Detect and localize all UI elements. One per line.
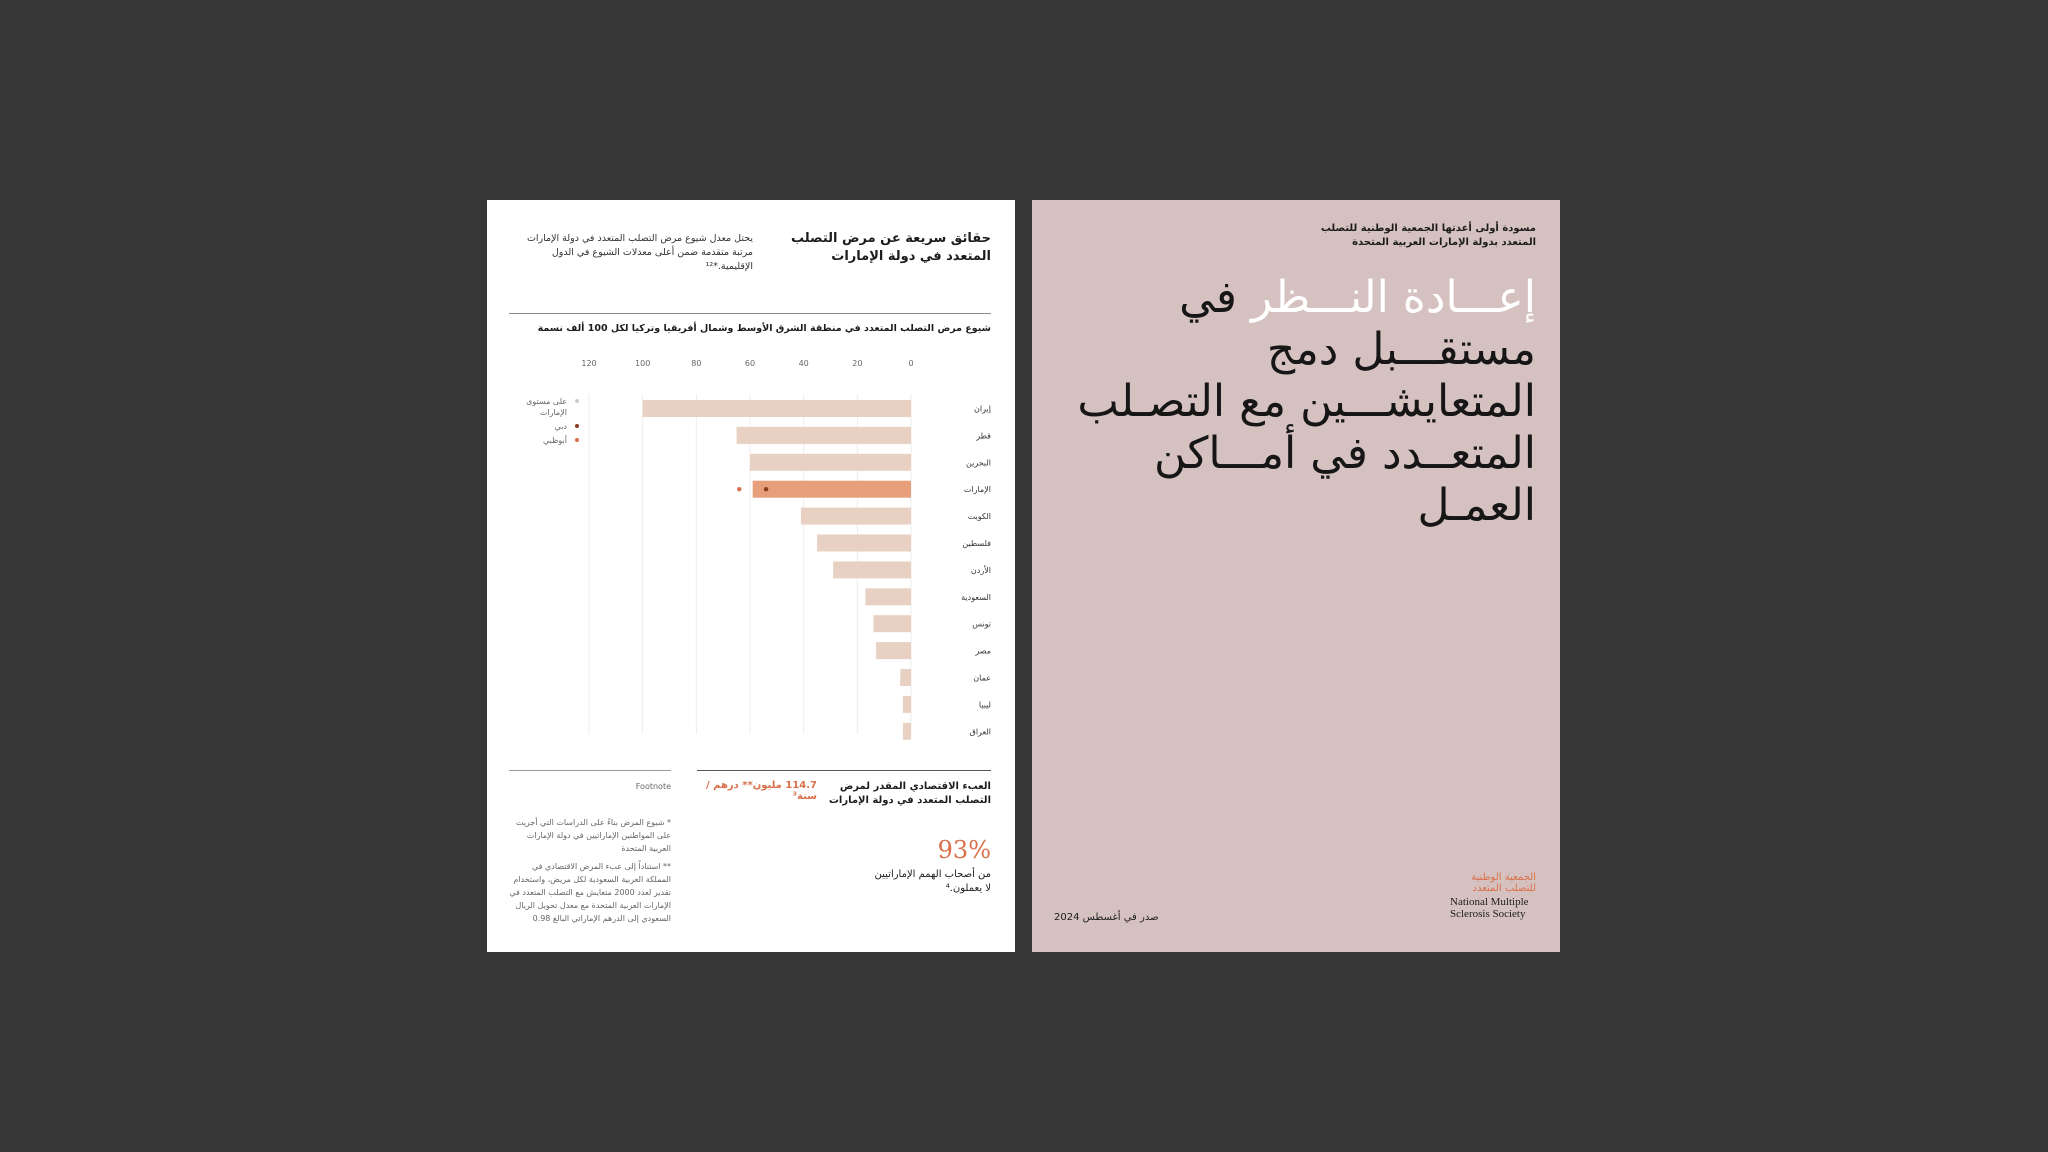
stat-label: من أصحاب الهمم الإماراتيين لا يعملون.⁴ xyxy=(874,869,991,894)
cover-headline xyxy=(1066,272,1536,532)
x-tick-label: 120 xyxy=(581,359,597,368)
y-category-label: قطر xyxy=(976,431,991,441)
bar xyxy=(801,508,911,525)
x-tick-label: 40 xyxy=(798,359,809,368)
x-tick-label: 60 xyxy=(744,359,756,368)
bar xyxy=(900,669,911,686)
legend-dot-abudhabi xyxy=(575,438,579,442)
chart-title: شيوع مرض التصلب المتعدد في منطقة الشرق الأوسط وشمال أفريقيا وتركيا لكل 100 ألف نسمة xyxy=(537,323,991,334)
y-category-label: الكويت xyxy=(967,512,991,522)
y-category-label: إيران xyxy=(974,404,991,414)
y-category-label: عمان xyxy=(973,673,991,683)
y-category-label: البحرين xyxy=(966,458,991,468)
logo-arabic-text: الجمعية الوطنية للتصلب المتعدد xyxy=(1471,872,1536,894)
economic-burden-label: العبء الاقتصادي المقدر لمرض التصلب المتعدد في دولة الإمارات xyxy=(828,781,991,806)
bar xyxy=(750,454,911,471)
nmss-logo xyxy=(1450,872,1536,920)
dubai-marker xyxy=(764,487,768,491)
y-category-label: السعودية xyxy=(961,592,991,602)
cover-subtitle: مسودة أولى أعدتها الجمعية الوطنية للتصلب المتعدد بدولة الإمارات العربية المتحدة xyxy=(1320,223,1536,248)
divider xyxy=(509,313,991,314)
fact-sheet-page xyxy=(487,200,1015,952)
footnote-divider xyxy=(509,770,671,771)
legend-item-national xyxy=(509,396,579,418)
x-tick-label: 80 xyxy=(691,359,702,368)
headline-rest: في مستقـــبل دمج المتعايشـــين مع التصـلب المتعــدد في أمـــاكن العمـل xyxy=(1077,272,1536,531)
x-tick-label: 0 xyxy=(908,359,914,368)
y-category-label: الإمارات xyxy=(963,485,991,495)
y-category-label: الأردن xyxy=(970,565,991,575)
y-category-label: ليبيا xyxy=(978,700,991,710)
economic-divider xyxy=(697,770,991,771)
stat-percentage: 93% xyxy=(937,836,991,864)
bar xyxy=(737,427,911,444)
cover-page xyxy=(1032,200,1560,952)
bar xyxy=(865,588,911,605)
footnote-1: * شيوع المرض بناءً على الدراسات التي أجريت على المواطنين الإماراتيين في دولة الإمارات العربية المتحدة xyxy=(515,818,671,853)
legend-label: أبوظبي xyxy=(542,436,567,445)
legend-dot-dubai xyxy=(575,424,579,428)
headline-accent: إعـــادة النـــظر xyxy=(1250,272,1536,323)
y-category-label: تونس xyxy=(972,619,991,629)
abudhabi-marker xyxy=(737,487,741,491)
legend-item-dubai xyxy=(509,421,579,432)
bar xyxy=(903,696,911,713)
footnote-2: ** استناداً إلى عبء المرض الاقتصادي في المملكة العربية السعودية لكل مريض، واستخدام تقدير لعدد 2000 متعايش مع التصلب المتعدد في الإمارات العربية المتحدة مع معدل تحويل الريال السعودي إلى الدرهم الإماراتي البالغ 0.98 xyxy=(509,862,671,923)
y-category-label: فلسطين xyxy=(962,539,991,548)
y-category-label: مصر xyxy=(975,646,991,656)
x-tick-label: 100 xyxy=(635,359,651,368)
chart-legend xyxy=(509,396,579,449)
fact-sheet-title: حقائق سريعة عن مرض التصلب المتعدد في دولة الإمارات xyxy=(790,231,991,264)
footnote-title: Footnote xyxy=(635,782,671,791)
legend-label: على مستوى الإمارات xyxy=(526,397,567,417)
logo-english-text: National Multiple Sclerosis Society xyxy=(1450,896,1529,920)
y-category-label: العراق xyxy=(969,727,991,737)
bar xyxy=(876,642,911,659)
legend-item-abudhabi xyxy=(509,435,579,446)
legend-label: دبي xyxy=(554,422,567,431)
x-tick-label: 20 xyxy=(852,359,863,368)
publication-date: صدر في أغسطس 2024 xyxy=(1054,912,1159,923)
economic-burden-value: 114.7 مليون** درهم / سنة³ xyxy=(705,780,817,802)
bar xyxy=(753,481,911,498)
bar xyxy=(873,615,911,632)
legend-dot-national xyxy=(575,399,579,403)
intro-paragraph: يحتل معدل شيوع مرض التصلب المتعدد في دولة الإمارات مرتبة متقدمة ضمن أعلى معدلات الشيوع في الدول الإقليمية.*¹² xyxy=(526,233,753,272)
bar xyxy=(817,535,911,552)
bar xyxy=(643,400,911,417)
bar xyxy=(833,561,911,578)
bar xyxy=(903,723,911,740)
